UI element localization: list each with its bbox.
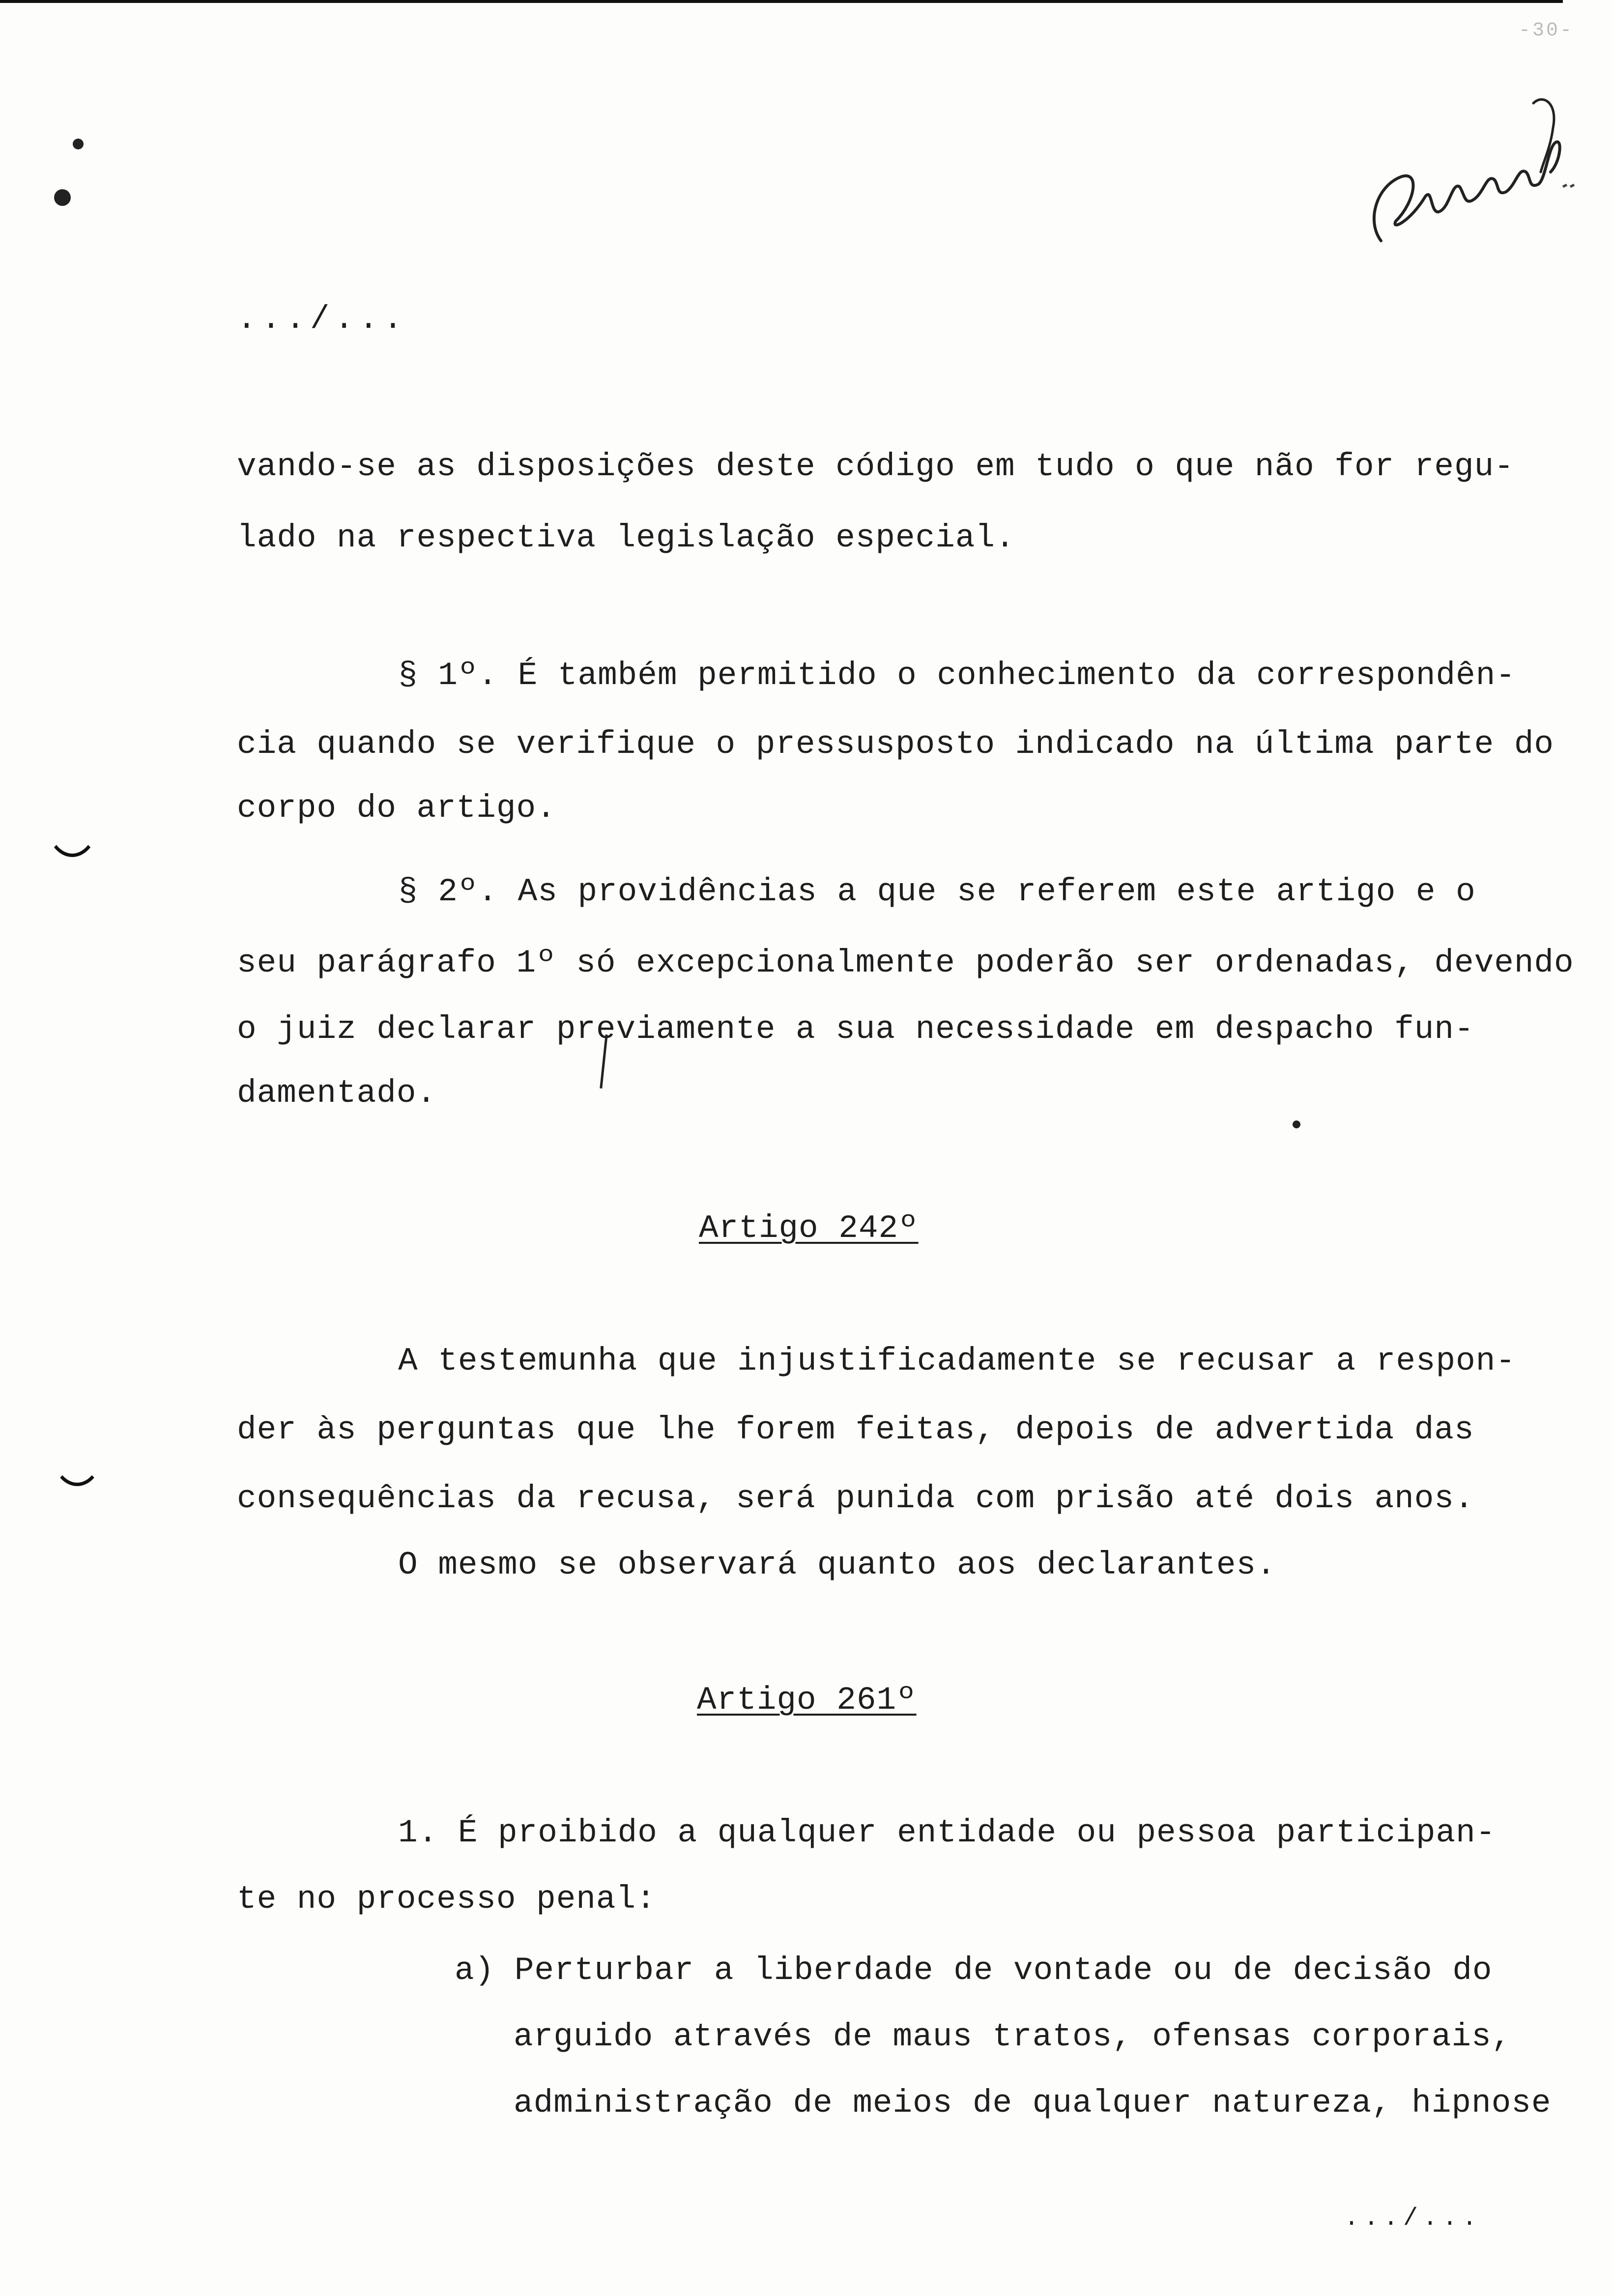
margin-arc-mark (52, 1420, 103, 1486)
text-line: o juiz declarar previamente a sua necessidade em despacho fun- (237, 1011, 1474, 1048)
bottom-continuation: .../... (1344, 2205, 1482, 2233)
article-242-text-start: A testemunha que injustificadamente se recusar a respon- (398, 1343, 1516, 1379)
sub-item-a: a) Perturbar a liberdade de vontade ou de decisão do (455, 1952, 1493, 1989)
article-261-item-1: 1. É proibido a qualquer entidade ou pessoa participan- (398, 1814, 1496, 1851)
stray-dot (1293, 1120, 1300, 1128)
article-heading-242: Artigo 242º (699, 1210, 919, 1247)
text-line: vando-se as disposições deste código em tudo o que não for regu- (237, 448, 1514, 485)
text-line: damentado. (237, 1075, 437, 1112)
margin-dot (54, 189, 71, 206)
article-heading-261: Artigo 261º (697, 1682, 917, 1719)
paragraph-2-start: § 2º. As providências a que se referem este artigo e o (398, 873, 1476, 910)
text-line: consequências da recusa, será punida com prisão até dois anos. (237, 1480, 1474, 1517)
text-line: te no processo penal: (237, 1881, 656, 1918)
top-border-line (0, 0, 1563, 3)
margin-dot (73, 139, 84, 149)
top-continuation: .../... (237, 301, 408, 338)
text-line: corpo do artigo. (237, 790, 556, 827)
text-line: der às perguntas que lhe forem feitas, depois de advertida das (237, 1411, 1474, 1448)
signature-icon (1347, 74, 1592, 270)
text-line: seu parágrafo 1º só excepcionalmente poderão ser ordenadas, devendo (237, 945, 1574, 981)
paragraph-1-start: § 1º. É também permitido o conhecimento da correspondên- (398, 657, 1516, 694)
text-line: cia quando se verifique o pressusposto indicado na última parte do (237, 726, 1554, 763)
text-line: administração de meios de qualquer natureza, hipnose (514, 2085, 1552, 2122)
text-line: arguido através de maus tratos, ofensas corporais, (514, 2018, 1512, 2055)
text-line: O mesmo se observará quanto aos declarantes. (398, 1547, 1276, 1583)
margin-arc-mark (44, 776, 100, 857)
page-number-mark: -30- (1519, 20, 1574, 42)
text-line: lado na respectiva legislação especial. (237, 519, 1015, 556)
